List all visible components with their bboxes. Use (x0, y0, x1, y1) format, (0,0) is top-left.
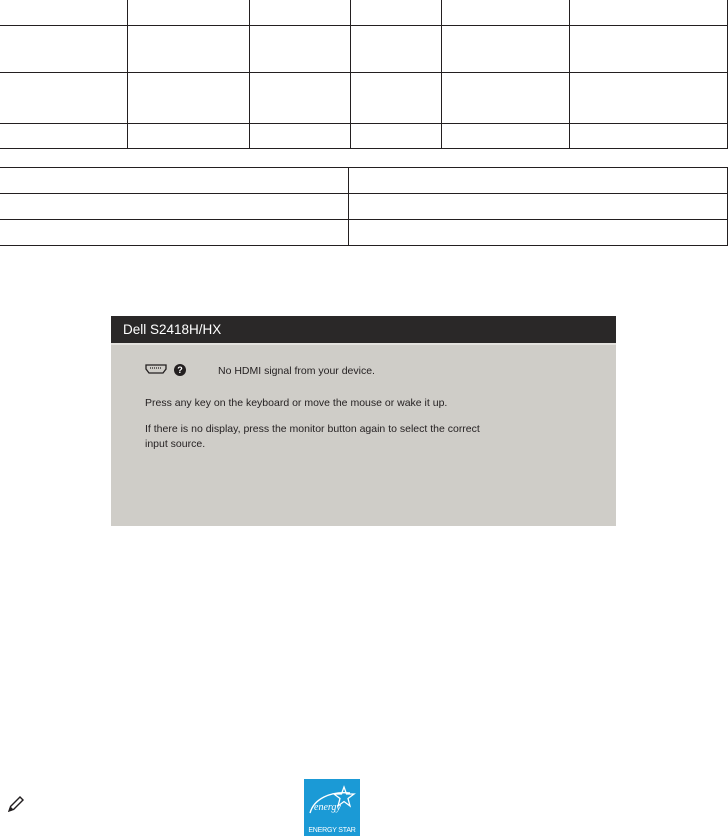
note-pencil-icon (5, 793, 27, 815)
osd-message: No HDMI signal from your device. (218, 365, 375, 377)
osd-instruction-2-line-2: input source. (145, 438, 206, 450)
energy-star-mark (304, 779, 360, 825)
svg-text:energy: energy (314, 802, 341, 813)
osd-instruction-2-line-1: If there is no display, press the monitor button again to select the correct (145, 423, 480, 435)
info-icon: ? (174, 364, 186, 376)
osd-title: Dell S2418H/HX (111, 316, 616, 343)
spec-table-bottom (0, 167, 728, 246)
spec-table-top (0, 0, 728, 149)
energy-star-label: ENERGY STAR (308, 827, 356, 834)
osd-instruction-1: Press any key on the keyboard or move the mouse or wake it up. (145, 397, 448, 409)
hdmi-port-icon (145, 363, 167, 375)
osd-dialog (111, 316, 616, 526)
energy-star-logo (304, 779, 360, 836)
osd-divider (111, 343, 616, 345)
